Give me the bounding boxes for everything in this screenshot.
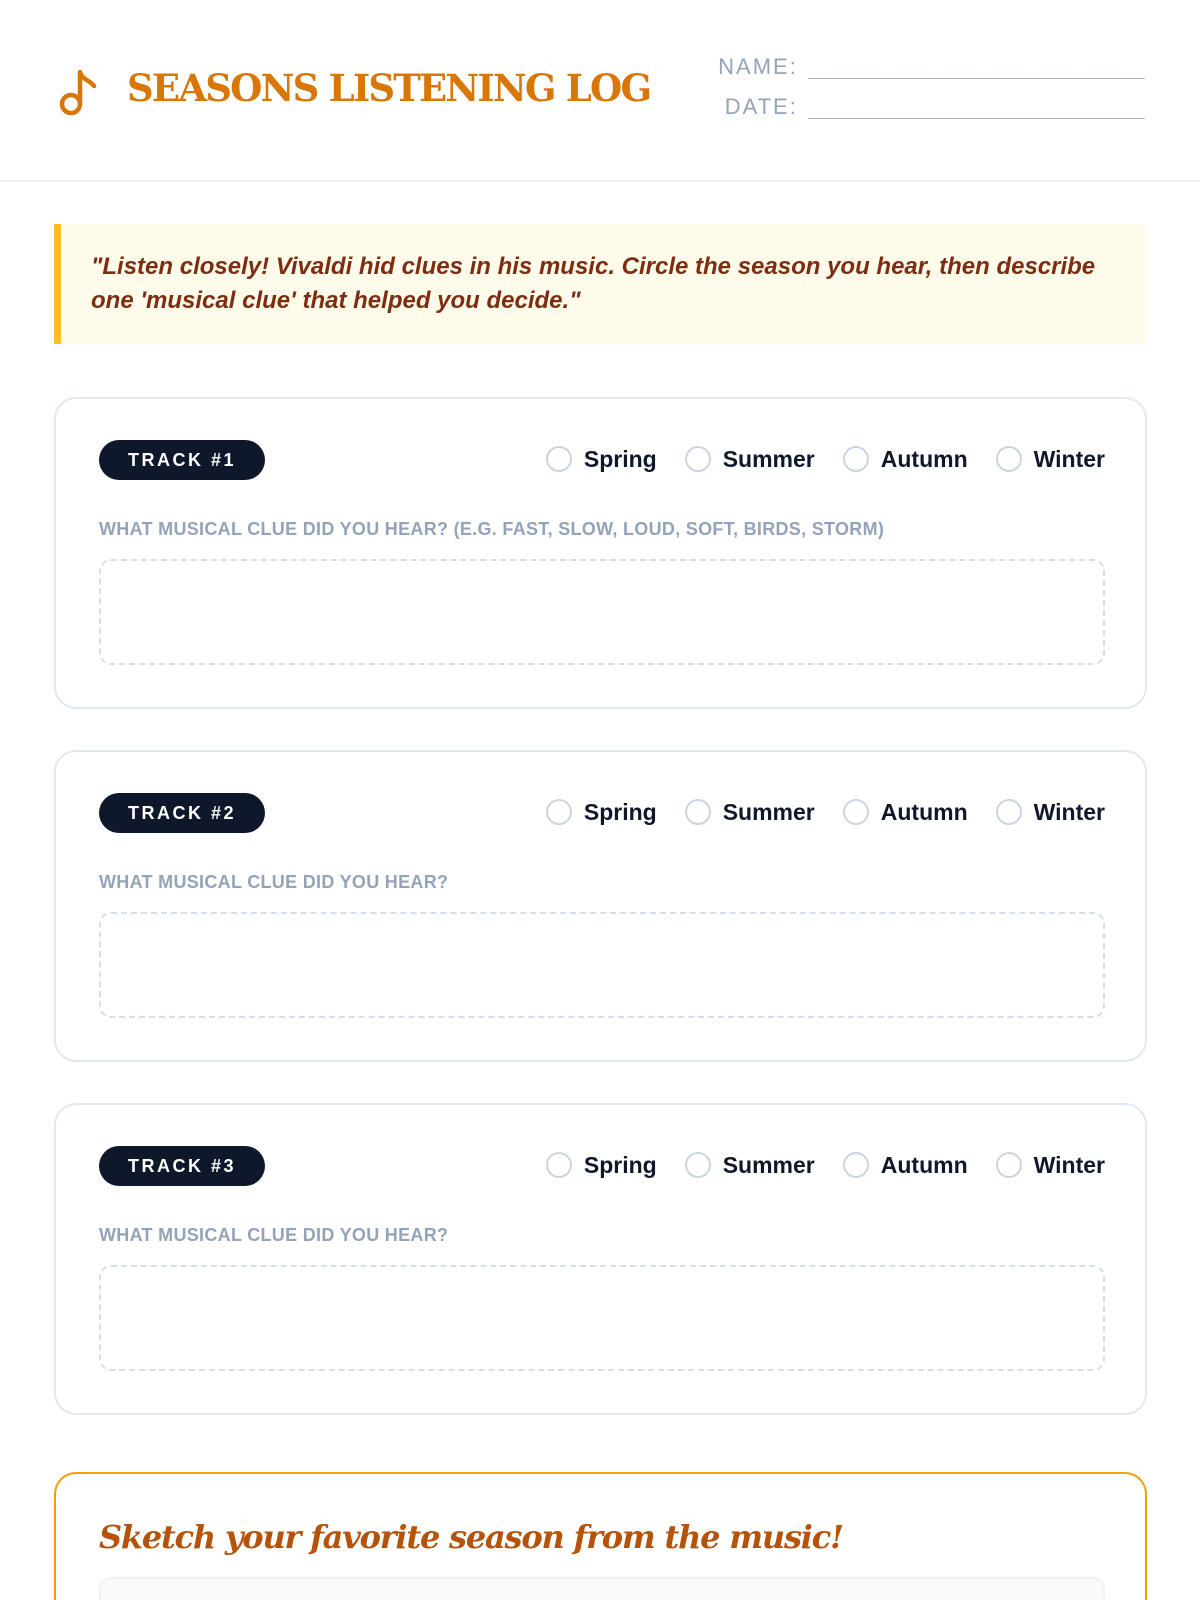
season-label: Summer [722,445,815,472]
season-option-winter[interactable] [996,446,1105,473]
sketch-card [54,1472,1147,1600]
name-label: NAME: [718,54,798,79]
clue-answer-box[interactable] [99,912,1105,1018]
season-option-summer[interactable] [685,1152,815,1179]
season-label: Autumn [880,1151,968,1178]
season-label: Summer [722,1151,815,1178]
radio-button[interactable] [685,799,711,825]
radio-button[interactable] [996,799,1022,825]
season-option-spring[interactable] [546,799,657,826]
radio-button[interactable] [546,799,572,825]
radio-button[interactable] [843,446,869,472]
name-row[interactable] [635,54,1145,94]
season-option-autumn[interactable] [843,446,968,473]
season-label: Autumn [880,445,968,472]
season-label: Autumn [880,798,968,825]
sketch-drawing-area[interactable] [99,1577,1105,1600]
season-options [518,792,1105,832]
track-card [54,1103,1147,1415]
clue-prompt: WHAT MUSICAL CLUE DID YOU HEAR? (E.G. FAST, SLOW, LOUD, SOFT, BIRDS, STORM) [99,519,885,539]
season-label: Spring [583,798,657,825]
season-option-spring[interactable] [546,1152,657,1179]
season-option-autumn[interactable] [843,799,968,826]
clue-prompt: WHAT MUSICAL CLUE DID YOU HEAR? [99,872,449,892]
track-card [54,397,1147,709]
season-option-winter[interactable] [996,1152,1105,1179]
radio-button[interactable] [843,1152,869,1178]
track-badge: TRACK #1 [99,440,265,480]
season-option-summer[interactable] [685,446,815,473]
clue-answer-box[interactable] [99,1265,1105,1371]
season-option-winter[interactable] [996,799,1105,826]
name-field[interactable]: ____________________________ [807,55,1145,79]
season-options [518,439,1105,479]
worksheet-header [0,0,1200,182]
instructions-callout [54,224,1147,344]
radio-button[interactable] [546,1152,572,1178]
date-field[interactable]: ____________________________ [807,95,1145,119]
radio-button[interactable] [996,446,1022,472]
radio-button[interactable] [685,1152,711,1178]
music-note-icon [58,66,100,118]
season-label: Spring [583,1151,657,1178]
season-label: Winter [1033,798,1105,825]
clue-answer-box[interactable] [99,559,1105,665]
date-row[interactable] [635,94,1145,134]
radio-button[interactable] [996,1152,1022,1178]
season-option-spring[interactable] [546,446,657,473]
season-option-autumn[interactable] [843,1152,968,1179]
season-label: Spring [583,445,657,472]
season-option-summer[interactable] [685,799,815,826]
track-card [54,750,1147,1062]
clue-prompt: WHAT MUSICAL CLUE DID YOU HEAR? [99,1225,449,1245]
season-label: Winter [1033,445,1105,472]
radio-button[interactable] [843,799,869,825]
date-label: DATE: [724,94,798,119]
radio-button[interactable] [685,446,711,472]
season-options [518,1145,1105,1185]
student-info [635,54,1145,134]
track-badge: TRACK #3 [99,1146,265,1186]
instructions-text: "Listen closely! Vivaldi hid clues in his music. Circle the season you hear, then describe one 'musical clue' that helped you decide." [91,253,1096,314]
track-badge: TRACK #2 [99,793,265,833]
season-label: Winter [1033,1151,1105,1178]
season-label: Summer [722,798,815,825]
sketch-title: Sketch your favorite season from the music! [99,1518,843,1556]
page-title: SEASONS LISTENING LOG [127,66,651,110]
radio-button[interactable] [546,446,572,472]
